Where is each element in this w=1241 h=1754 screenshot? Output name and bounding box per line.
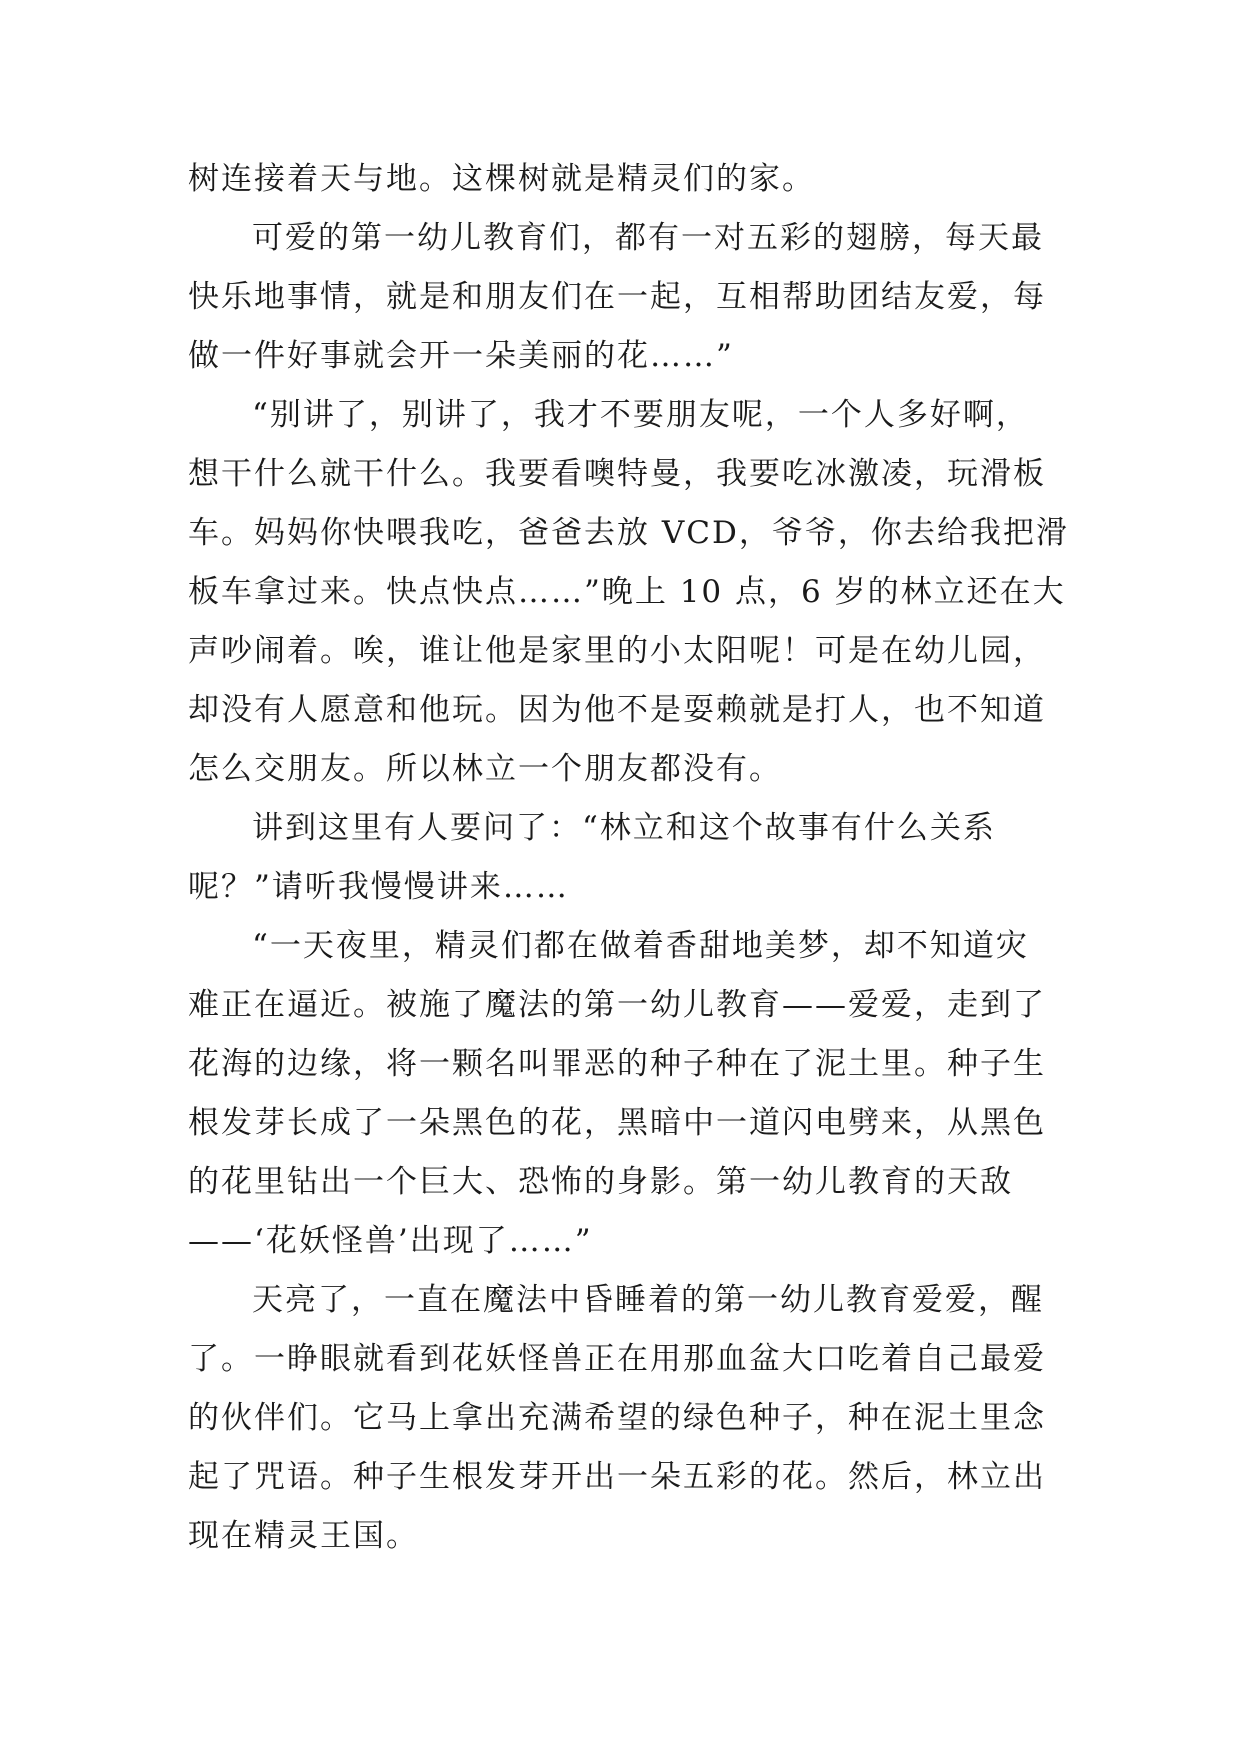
text-line: 树连接着天与地。这棵树就是精灵们的家。 bbox=[188, 161, 815, 197]
text-line: 快乐地事情，就是和朋友们在一起，互相帮助团结友爱，每 bbox=[188, 279, 1046, 315]
text-line: 可爱的第一幼儿教育们，都有一对五彩的翅膀，每天最 bbox=[252, 220, 1044, 256]
text-line: 呢？”请听我慢慢讲来…… bbox=[188, 869, 569, 905]
text-line: 了。一睁眼就看到花妖怪兽正在用那血盆大口吃着自己最爱 bbox=[188, 1341, 1046, 1377]
text-line: 做一件好事就会开一朵美丽的花……” bbox=[188, 338, 734, 374]
text-line: 想干什么就干什么。我要看噢特曼，我要吃冰激凌，玩滑板 bbox=[188, 456, 1046, 492]
text-line: 板车拿过来。快点快点……”晚上 10 点，6 岁的林立还在大 bbox=[188, 574, 1066, 610]
text-line: 声吵闹着。唉，谁让他是家里的小太阳呢！可是在幼儿园， bbox=[188, 633, 1046, 669]
text-line: “一天夜里，精灵们都在做着香甜地美梦，却不知道灾 bbox=[252, 928, 1029, 964]
text-line: 起了咒语。种子生根发芽开出一朵五彩的花。然后，林立出 bbox=[188, 1459, 1046, 1495]
text-line: 根发芽长成了一朵黑色的花，黑暗中一道闪电劈来，从黑色 bbox=[188, 1105, 1046, 1141]
text-line: 的花里钻出一个巨大、恐怖的身影。第一幼儿教育的天敌 bbox=[188, 1164, 1013, 1200]
paragraph-5 bbox=[188, 917, 1054, 1271]
document-body bbox=[188, 150, 1069, 1566]
text-line: 的伙伴们。它马上拿出充满希望的绿色种子，种在泥土里念 bbox=[188, 1400, 1046, 1436]
paragraph-4 bbox=[188, 799, 1054, 917]
paragraph-2 bbox=[188, 209, 1054, 386]
text-line: 怎么交朋友。所以林立一个朋友都没有。 bbox=[188, 751, 782, 787]
text-line: “别讲了，别讲了，我才不要朋友呢，一个人多好啊， bbox=[252, 397, 1029, 433]
text-line: 难正在逼近。被施了魔法的第一幼儿教育——爱爱，走到了 bbox=[188, 987, 1046, 1023]
text-line: 却没有人愿意和他玩。因为他不是耍赖就是打人，也不知道 bbox=[188, 692, 1046, 728]
text-line: ——‘花妖怪兽’出现了……” bbox=[188, 1223, 593, 1259]
text-line: 花海的边缘，将一颗名叫罪恶的种子种在了泥土里。种子生 bbox=[188, 1046, 1046, 1082]
paragraph-6 bbox=[188, 1271, 1054, 1566]
paragraph-3 bbox=[188, 386, 1069, 799]
text-line: 现在精灵王国。 bbox=[188, 1518, 419, 1554]
paragraph-1 bbox=[188, 150, 1054, 209]
text-line: 天亮了，一直在魔法中昏睡着的第一幼儿教育爱爱，醒 bbox=[252, 1282, 1044, 1318]
text-line: 车。妈妈你快喂我吃，爸爸去放 VCD，爷爷，你去给我把滑 bbox=[188, 515, 1069, 551]
text-line: 讲到这里有人要问了：“林立和这个故事有什么关系 bbox=[252, 810, 996, 846]
